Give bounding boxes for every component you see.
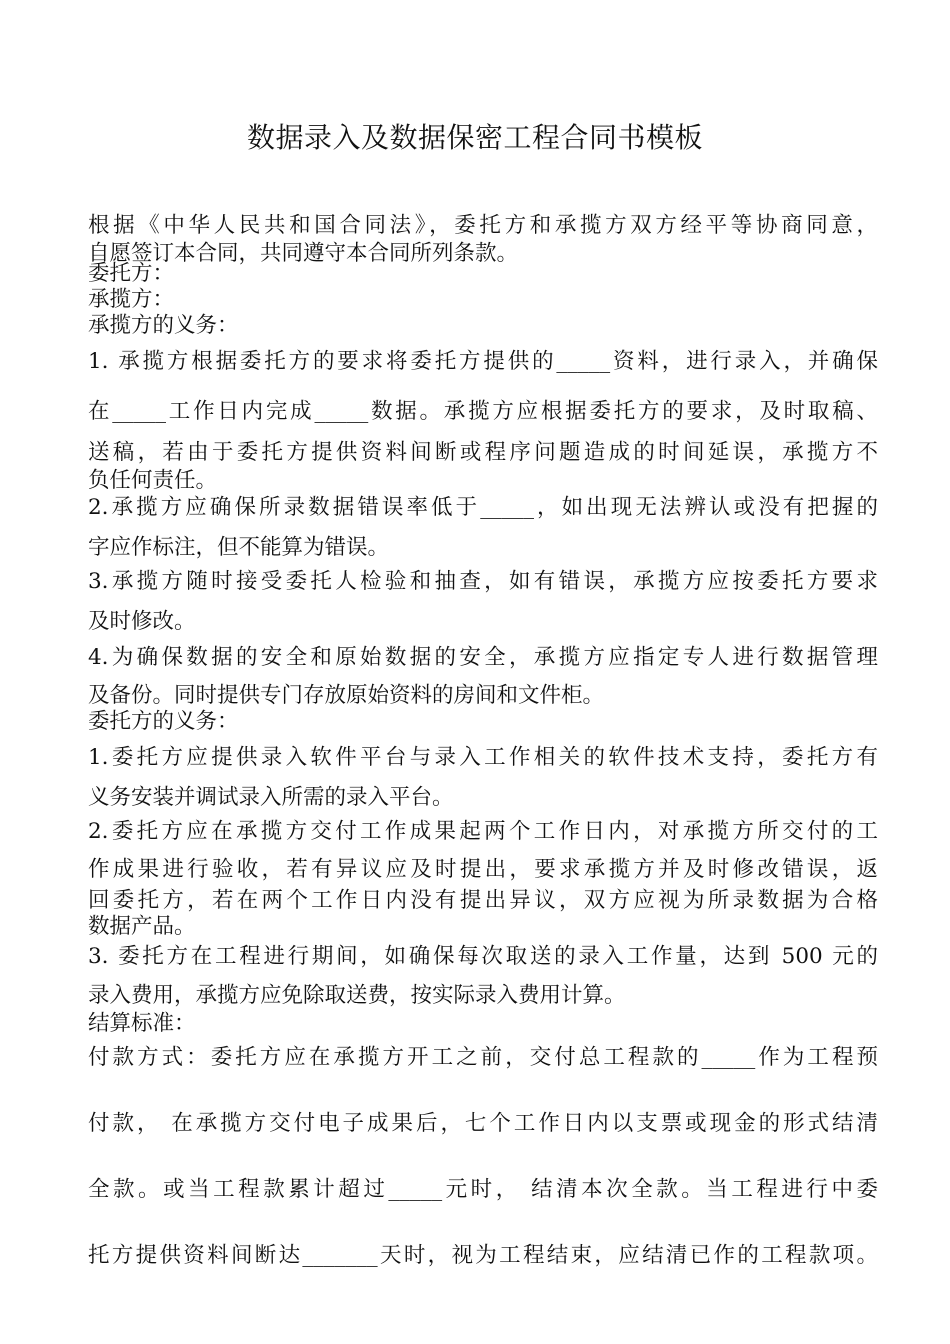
intro-line: 根据《中华人民共和国合同法》，委托方和承揽方双方经平等协商同意， — [88, 213, 878, 238]
duty-line: 4.为确保数据的安全和原始数据的安全，承揽方应指定专人进行数据管理 — [88, 645, 878, 670]
duty-line: 1.委托方应提供录入软件平台与录入工作相关的软件技术支持，委托方有 — [88, 745, 878, 770]
payment-line: 全款。或当工程款累计超过_____元时， 结清本次全款。当工程进行中委 — [88, 1177, 878, 1202]
payment-terms — [88, 1030, 878, 1284]
duty-line: 字应作标注，但不能算为错误。 — [88, 535, 390, 560]
client-duty-3 — [88, 936, 878, 1014]
duty-line: 作成果进行验收，若有异议应及时提出，要求承揽方并及时修改错误，返 — [88, 857, 878, 882]
duty-line: 负任何责任。 — [88, 468, 218, 493]
contractor-duty-4 — [88, 638, 878, 714]
client-label: 委托方： — [88, 261, 175, 286]
duty-line: 及备份。同时提供专门存放原始资料的房间和文件柜。 — [88, 683, 605, 708]
payment-line: 托方提供资料间断达_______天时，视为工程结束，应结清已作的工程款项。 — [88, 1243, 878, 1268]
duty-line: 2.委托方应在承揽方交付工作成果起两个工作日内，对承揽方所交付的工 — [88, 819, 878, 844]
duty-line: 在_____工作日内完成_____数据。承揽方应根据委托方的要求，及时取稿、 — [88, 399, 878, 424]
duty-line: 录入费用，承揽方应免除取送费，按实际录入费用计算。 — [88, 983, 626, 1008]
duty-line: 义务安装并调试录入所需的录入平台。 — [88, 785, 454, 810]
duty-line: 及时修改。 — [88, 609, 196, 634]
duty-line: 3.承揽方随时接受委托人检验和抽查，如有错误，承揽方应按委托方要求 — [88, 569, 878, 594]
document-title: 数据录入及数据保密工程合同书模板 — [246, 121, 703, 154]
duty-line: 3. 委托方在工程进行期间，如确保每次取送的录入工作量，达到 500 元的 — [88, 944, 878, 969]
duty-line: 送稿，若由于委托方提供资料间断或程序问题造成的时间延误，承揽方不 — [88, 440, 878, 465]
contractor-duty-2 — [88, 488, 878, 568]
duty-line: 1. 承揽方根据委托方的要求将委托方提供的_____资料，进行录入，并确保 — [88, 349, 878, 374]
contractor-label: 承揽方： — [88, 287, 175, 312]
intro-line: 自愿签订本合同，共同遵守本合同所列条款。 — [88, 241, 519, 266]
payment-line: 付款， 在承揽方交付电子成果后，七个工作日内以支票或现金的形式结清 — [88, 1111, 878, 1136]
contractor-duty-1 — [88, 340, 878, 494]
contractor-duty-3 — [88, 562, 878, 642]
client-duty-2 — [88, 812, 878, 940]
client-duty-1 — [88, 738, 878, 818]
duty-line: 2.承揽方应确保所录数据错误率低于_____，如出现无法辨认或没有把握的 — [88, 495, 878, 520]
contractor-duties-heading: 承揽方的义务： — [88, 313, 239, 338]
duty-line: 回委托方，若在两个工作日内没有提出异议，双方应视为所录数据为合格 — [88, 888, 878, 913]
settlement-heading: 结算标准： — [88, 1011, 196, 1036]
client-duties-heading: 委托方的义务： — [88, 709, 239, 734]
payment-line: 付款方式：委托方应在承揽方开工之前，交付总工程款的_____作为工程预 — [88, 1045, 878, 1070]
duty-line: 数据产品。 — [88, 914, 196, 939]
